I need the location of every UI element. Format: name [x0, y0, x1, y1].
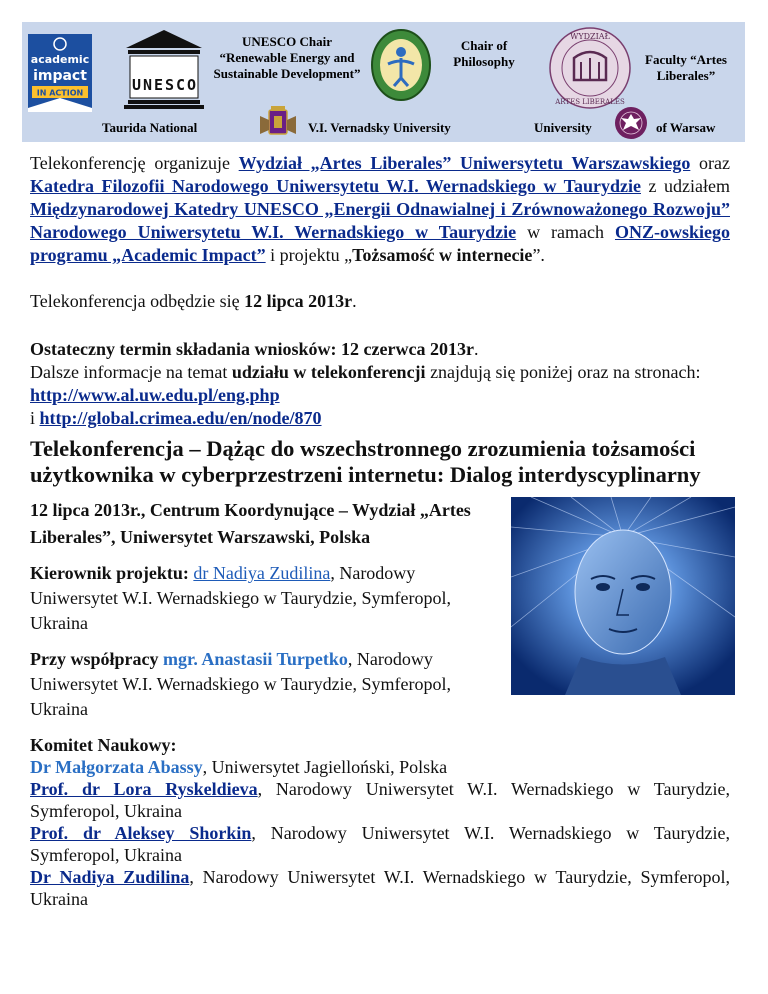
svg-text:ARTES LIBERALES: ARTES LIBERALES [555, 98, 625, 106]
cooperation: Przy współpracy mgr. Anastasii Turpetko, Narodowy Uniwersytet W.I. Wernadskiego w Taurydzie, Symferopol, Ukraina [30, 649, 452, 719]
faculty-text: Faculty “Artes Liberales” [645, 52, 727, 83]
svg-text:academic: academic [30, 53, 90, 66]
svg-text:impact: impact [33, 68, 87, 84]
link-unesco-chair[interactable]: Międzynarodowej Katedry UNESCO „Energii Odnawialnej i Zrównoważonego Rozwoju” Narodowego Uniwersytetu W.I. Wernadskiego w Taurydzie [30, 199, 730, 242]
artes-liberales-seal [548, 26, 632, 110]
academic-impact-logo [26, 32, 94, 112]
committee-member-link[interactable]: Prof. dr Lora Ryskeldieva [30, 779, 258, 799]
scientific-committee: Komitet Naukowy: Dr Małgorzata Abassy, Uniwersytet Jagielloński, Polska Prof. dr Lora Ryskeldieva, Narodowy Uniwersytet W.I. Wernadskiego w Taurydzie, Symferopol, Ukraina Prof. dr Aleksey Shorkin, Narodowy Uniwersytet W.I. Wernadskiego w Taurydzie, Symferopol, Ukraina Dr Nadiya Zudilina, Narodowy Uniwersytet W.I. Wernadskiego w Taurydzie, Symferopol, Ukraina [30, 735, 731, 909]
project-leader: Kierownik projektu: dr Nadiya Zudilina, Narodowy Uniwersytet W.I. Wernadskiego w Taurydzie, Symferopol, Ukraina [30, 563, 452, 633]
date-line: Telekonferencja odbędzie się 12 lipca 2013r. [30, 291, 357, 311]
svg-text:UNESCO: UNESCO [132, 76, 196, 94]
tauride-name-right: V.I. Vernadsky University [308, 120, 451, 135]
warsaw-name-right: of Warsaw [656, 120, 716, 135]
link-faculty-artes-liberales[interactable]: Wydział „Artes Liberales” Uniwersytetu Warszawskiego [238, 153, 691, 173]
tauride-university-crest [256, 106, 300, 140]
cyber-head-image [511, 497, 735, 695]
link-academic-impact[interactable]: ONZ-owskiego programu „Academic Impact” [30, 222, 730, 265]
chair-philosophy-emblem [370, 28, 432, 102]
coop-name: mgr. Anastasii Turpetko [162, 649, 348, 669]
header-banner [22, 22, 745, 142]
unesco-logo [122, 28, 206, 110]
intro-paragraph: Telekonferencję organizuje Wydział „Artes Liberales” Uniwersytetu Warszawskiego oraz Katedra Filozofii Narodowego Uniwersytetu W.I. Wernadskiego w Taurydzie z udziałem Międzynarodowej Katedry UNESCO „Energii Odnawialnej i Zrównoważonego Rozwoju” Narodowego Uniwersytetu W.I. Wernadskiego w Taurydzie w ramach ONZ-owskiego programu „Academic Impact” i projektu „Tożsamość w internecie”. [30, 153, 731, 265]
committee-member-link[interactable]: Prof. dr Aleksey Shorkin [30, 823, 252, 843]
conference-title: Telekonferencja – Dążąc do wszechstronnego zrozumienia tożsamości użytkownika w cyberprzestrzeni internetu: Dialog interdyscyplinarny [30, 436, 701, 487]
chair-philosophy-text: Chair of Philosophy [453, 38, 515, 69]
committee-member-name: Dr Małgorzata Abassy [30, 757, 203, 777]
warsaw-name-left: University [534, 120, 592, 135]
svg-text:IN ACTION: IN ACTION [36, 88, 84, 98]
deadline-info: Ostateczny termin składania wniosków: 12 czerwca 2013r. Dalsze informacje na temat udziału w telekonferencji znajdują się poniżej oraz na stronach: http://www.al.uw.edu.pl/eng.php i http://global.crimea.edu/en/node/870 [30, 339, 701, 428]
tauride-name-left: Taurida National [102, 120, 198, 135]
svg-text:WYDZIAŁ: WYDZIAŁ [570, 32, 610, 41]
link-chair-philosophy[interactable]: Katedra Filozofii Narodowego Uniwersytetu W.I. Wernadskiego w Taurydzie [30, 176, 641, 196]
committee-member-link[interactable]: Dr Nadiya Zudilina [30, 867, 190, 887]
warsaw-university-eagle-emblem [614, 106, 648, 140]
unesco-chair-text: UNESCO Chair “Renewable Energy and Sustainable Development” [213, 34, 361, 81]
venue-info: 12 lipca 2013r., Centrum Koordynujące – Wydział „Artes Liberales”, Uniwersytet Warszawski, Polska [30, 500, 471, 547]
link-al-uw-edu[interactable]: http://www.al.uw.edu.pl/eng.php [30, 385, 280, 405]
link-global-crimea-edu[interactable]: http://global.crimea.edu/en/node/870 [39, 408, 322, 428]
link-leader-name[interactable]: dr Nadiya Zudilina [193, 563, 331, 583]
